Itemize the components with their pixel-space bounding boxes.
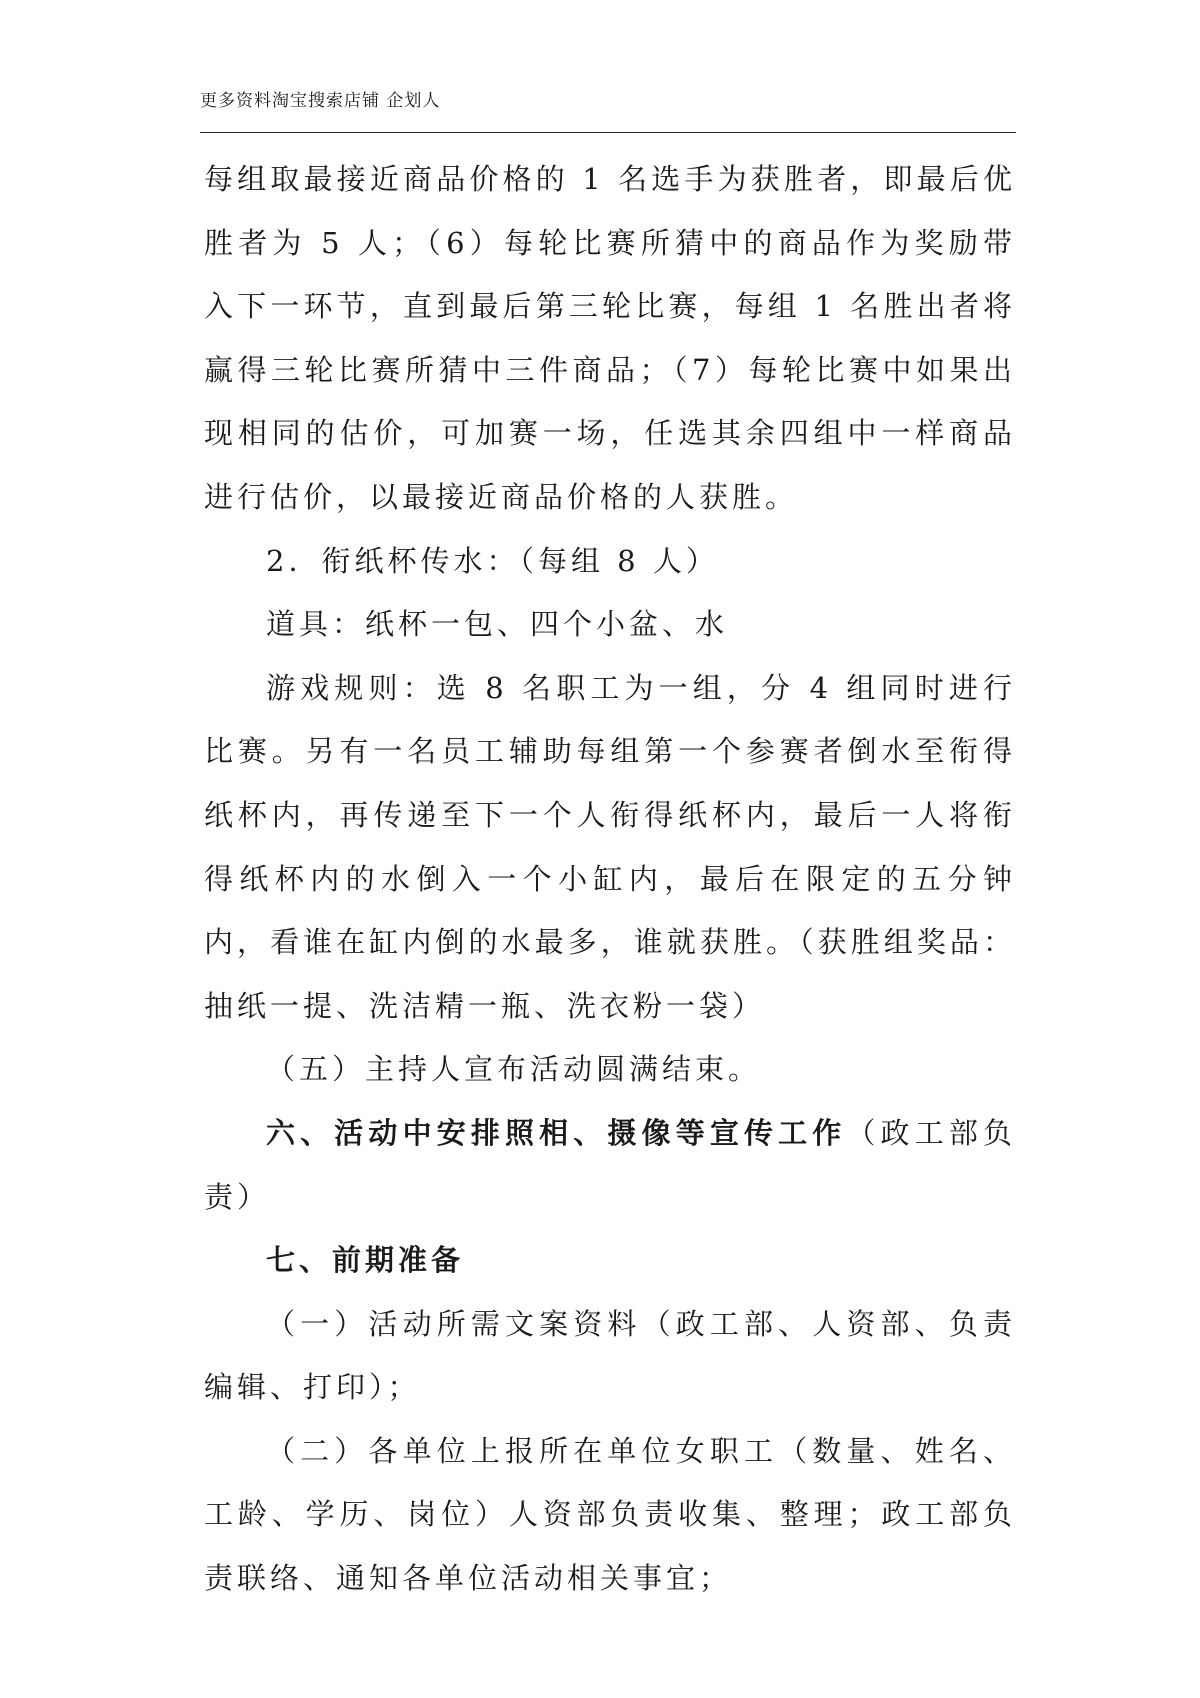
section-heading-seven: 七、前期准备 [266, 1243, 465, 1278]
page-header: 更多资料淘宝搜索店铺 企划人 [200, 91, 441, 111]
paragraph-game-rules-continued: 每组取最接近商品价格的 1 名选手为获胜者，即最后优胜者为 5 人；（6）每轮比赛所猜中的商品作为奖励带入下一环节，直到最后第三轮比赛，每组 1 名胜出者将赢得三轮比赛所猜中三件商品；（7）每轮比赛中如果出现相同的估价，可加赛一场，任选其余四组中一样商品进行估价，以最接近商品价格的人获胜。 [204, 162, 1016, 514]
section-heading-six [204, 1102, 1016, 1229]
header-divider [200, 132, 1016, 133]
paragraph-prep-item-1: （一）活动所需文案资料（政工部、人资部、负责编辑、打印）； [204, 1306, 1016, 1405]
paragraph-game-2-rules: 游戏规则：选 8 名职工为一组，分 4 组同时进行比赛。另有一名员工辅助每组第一个参赛者倒水至衔得纸杯内，再传递至下一个人衔得纸杯内，最后一人将衔得纸杯内的水倒入一个小缸内，最后在限定的五分钟内，看谁在缸内倒的水最多，谁就获胜。（获胜组奖品：抽纸一提、洗洁精一瓶、洗衣粉一袋） [204, 670, 1016, 1023]
paragraph-prep-item-2: （二）各单位上报所在单位女职工（数量、姓名、工龄、学历、岗位）人资部负责收集、整理；政工部负责联络、通知各单位活动相关事宜； [204, 1433, 1016, 1596]
document-body [204, 148, 1016, 1611]
section-six-note: （政工部负责） [204, 1115, 1016, 1214]
paragraph-props: 道具：纸杯一包、四个小盆、水 [266, 607, 729, 642]
paragraph-game-2-title: 2．衔纸杯传水：（每组 8 人） [266, 543, 719, 578]
paragraph-host-closing: （五）主持人宣布活动圆满结束。 [266, 1052, 762, 1087]
section-six-title: 六、活动中安排照相、摄像等宣传工作 [266, 1115, 847, 1150]
